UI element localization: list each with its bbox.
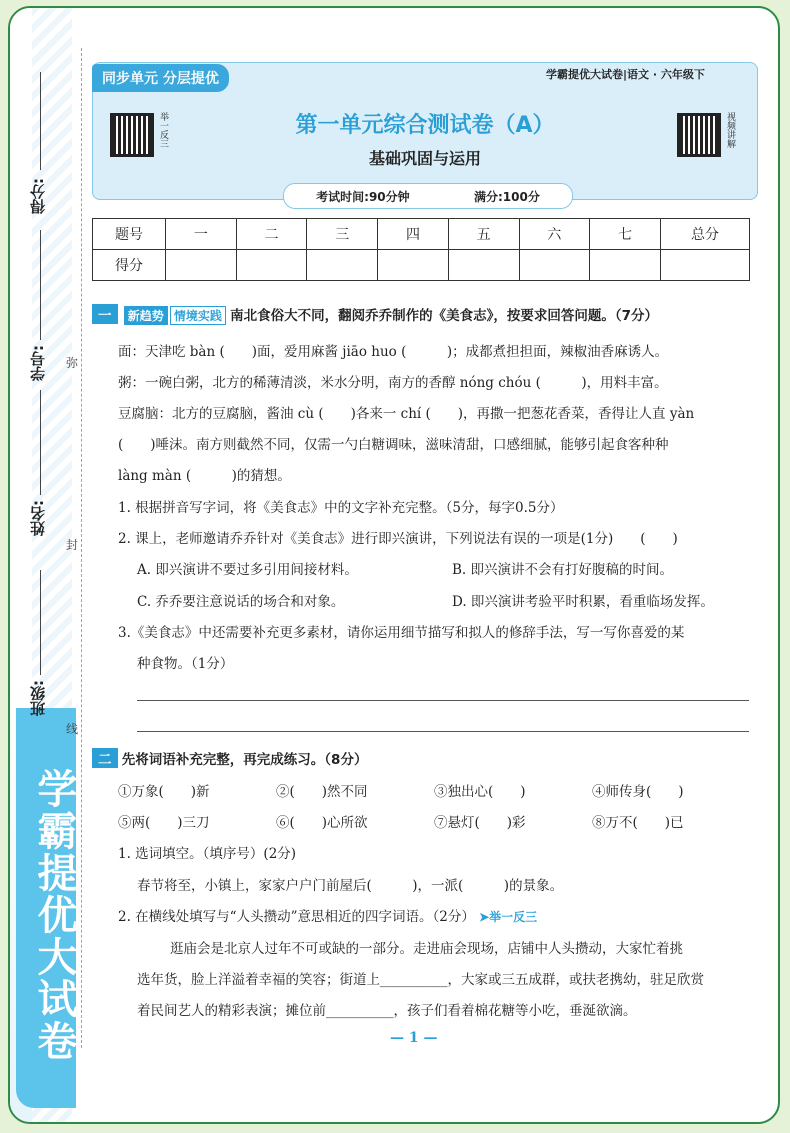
passage-line: làng màn ( )的猜想。 <box>118 468 291 484</box>
score-input[interactable] <box>661 250 750 281</box>
table-cell: 总分 <box>661 219 750 250</box>
score-table <box>92 218 750 281</box>
seal-mark-mi: 弥 <box>66 356 79 370</box>
passage-line: 豆腐脑：北方的豆腐脑，酱油 cù ( )各来一 chí ( )，再撒一把葱花香菜，香得让人直 yàn <box>118 406 695 422</box>
qr-left-label: 举一反三 <box>158 112 168 148</box>
option-d[interactable]: D. 即兴演讲考验平时积累，看重临场发挥。 <box>452 594 714 610</box>
table-cell: 得分 <box>93 250 166 281</box>
table-cell: 二 <box>236 219 307 250</box>
table-cell: 题号 <box>93 219 166 250</box>
name-label: 姓名: <box>29 500 47 536</box>
section-intro: 南北食俗大不同，翻阅乔乔制作的《美食志》，按要求回答问题。（7分） <box>230 308 659 324</box>
paragraph-line[interactable]: 着民间艺人的精彩表演；摊位前__________，孩子们看着棉花糖等小吃，垂涎欲滴。 <box>137 1003 637 1019</box>
score-label: 得分: <box>29 178 47 214</box>
score-input[interactable] <box>307 250 378 281</box>
table-row <box>93 250 750 281</box>
word-item[interactable]: ①万象( )新 <box>118 784 210 800</box>
word-item[interactable]: ③独出心( ) <box>434 784 526 800</box>
question-2 <box>118 905 537 925</box>
series-tag: 同步单元 分层提优 <box>92 64 229 92</box>
score-input[interactable] <box>519 250 590 281</box>
qr-code-right[interactable] <box>677 113 721 157</box>
qr-code-left[interactable] <box>110 113 154 157</box>
option-a[interactable]: A. 即兴演讲不要过多引用间接材料。 <box>137 562 358 578</box>
word-item[interactable]: ⑥( )心所欲 <box>276 815 368 831</box>
table-cell: 五 <box>448 219 519 250</box>
fill-in-line[interactable]: 春节将至，小镇上，家家户户门前屋后( )，一派( )的景象。 <box>137 878 564 894</box>
answer-line[interactable] <box>137 731 749 732</box>
context-badge: 情境实践 <box>170 306 226 325</box>
score-input[interactable] <box>590 250 661 281</box>
section-intro: 先将词语补充完整，再完成练习。（8分） <box>121 752 368 768</box>
table-cell: 三 <box>307 219 378 250</box>
trend-badge: 新趋势 <box>124 306 168 325</box>
option-c[interactable]: C. 乔乔要注意说话的场合和对象。 <box>137 594 345 610</box>
table-cell: 一 <box>166 219 237 250</box>
option-b[interactable]: B. 即兴演讲不会有打好腹稿的时间。 <box>452 562 674 578</box>
brand-text: 学霸提优大试卷 <box>31 768 77 1062</box>
question-3-cont: 种食物。（1分） <box>137 656 234 672</box>
paragraph-line[interactable]: 选年货，脸上洋溢着幸福的笑容；街道上__________，大家或三五成群，或扶老携幼，驻足欣赏 <box>137 972 704 988</box>
question-2: 2. 课上，老师邀请乔乔针对《美食志》进行即兴演讲，下列说法有误的一项是(1分) ( ) <box>118 531 678 547</box>
word-item[interactable]: ⑦悬灯( )彩 <box>434 815 526 831</box>
score-input[interactable] <box>448 250 519 281</box>
answer-line[interactable] <box>137 700 749 701</box>
word-item[interactable]: ②( )然不同 <box>276 784 368 800</box>
section-number: 一 <box>92 304 118 324</box>
seal-mark-feng: 封 <box>66 538 79 552</box>
question-1: 1. 根据拼音写字词，将《美食志》中的文字补充完整。（5分，每字0.5分） <box>118 500 564 516</box>
score-input[interactable] <box>378 250 449 281</box>
page-number: — 1 — <box>390 1030 438 1046</box>
page-subtitle: 基础巩固与运用 <box>368 149 481 168</box>
score-line <box>40 72 41 170</box>
table-cell: 四 <box>378 219 449 250</box>
page-title: 第一单元综合测试卷（A） <box>295 113 555 138</box>
score-input[interactable] <box>166 250 237 281</box>
passage-line: 面：天津吃 bàn ( )面，爱用麻酱 jiāo huo ( )；成都煮担担面，辣椒油香麻诱人。 <box>118 344 669 360</box>
word-item[interactable]: ④师传身( ) <box>592 784 684 800</box>
student-id-label: 学号: <box>29 345 47 381</box>
book-title: 学霸提优大试卷|语文 · 六年级下 <box>546 68 705 81</box>
section-number: 二 <box>92 748 118 768</box>
paragraph-line: 逛庙会是北京人过年不可或缺的一部分。走进庙会现场，店铺中人头攒动，大家忙着挑 <box>170 941 683 957</box>
section-2-heading <box>92 748 367 768</box>
passage-line: 粥：一碗白粥，北方的稀薄清淡，米水分明，南方的香醇 nóng chóu ( )，用料丰富。 <box>118 375 668 391</box>
exam-info <box>283 183 573 209</box>
section-1-heading <box>92 304 658 325</box>
class-line <box>40 570 41 675</box>
table-row <box>93 219 750 250</box>
question-1: 1. 选词填空。（填序号）(2分) <box>118 846 297 862</box>
word-item[interactable]: ⑤两( )三刀 <box>118 815 210 831</box>
full-score: 满分:100分 <box>473 189 540 204</box>
table-cell: 七 <box>590 219 661 250</box>
passage-line: ( )唾沫。南方则截然不同，仅需一勺白糖调味，滋味清甜，口感细腻，能够引起食客种种 <box>118 437 669 453</box>
question-2-text: 2. 在横线处填写与“人头攒动”意思相近的四字词语。（2分） <box>118 909 475 925</box>
class-label: 班级: <box>29 680 47 716</box>
word-item[interactable]: ⑧万不( )已 <box>592 815 684 831</box>
table-cell: 六 <box>519 219 590 250</box>
exam-time: 考试时间:90分钟 <box>316 189 410 204</box>
seal-mark-xian: 线 <box>66 722 79 736</box>
question-3: 3.《美食志》中还需要补充更多素材，请你运用细节描写和拟人的修辞手法，写一写你喜爱的某 <box>118 625 685 641</box>
name-line <box>40 390 41 495</box>
qr-right-label: 视频讲解 <box>725 112 735 148</box>
cut-line <box>81 48 82 1048</box>
score-input[interactable] <box>236 250 307 281</box>
student-id-line <box>40 230 41 340</box>
practice-tag: ➤举一反三 <box>479 910 538 924</box>
